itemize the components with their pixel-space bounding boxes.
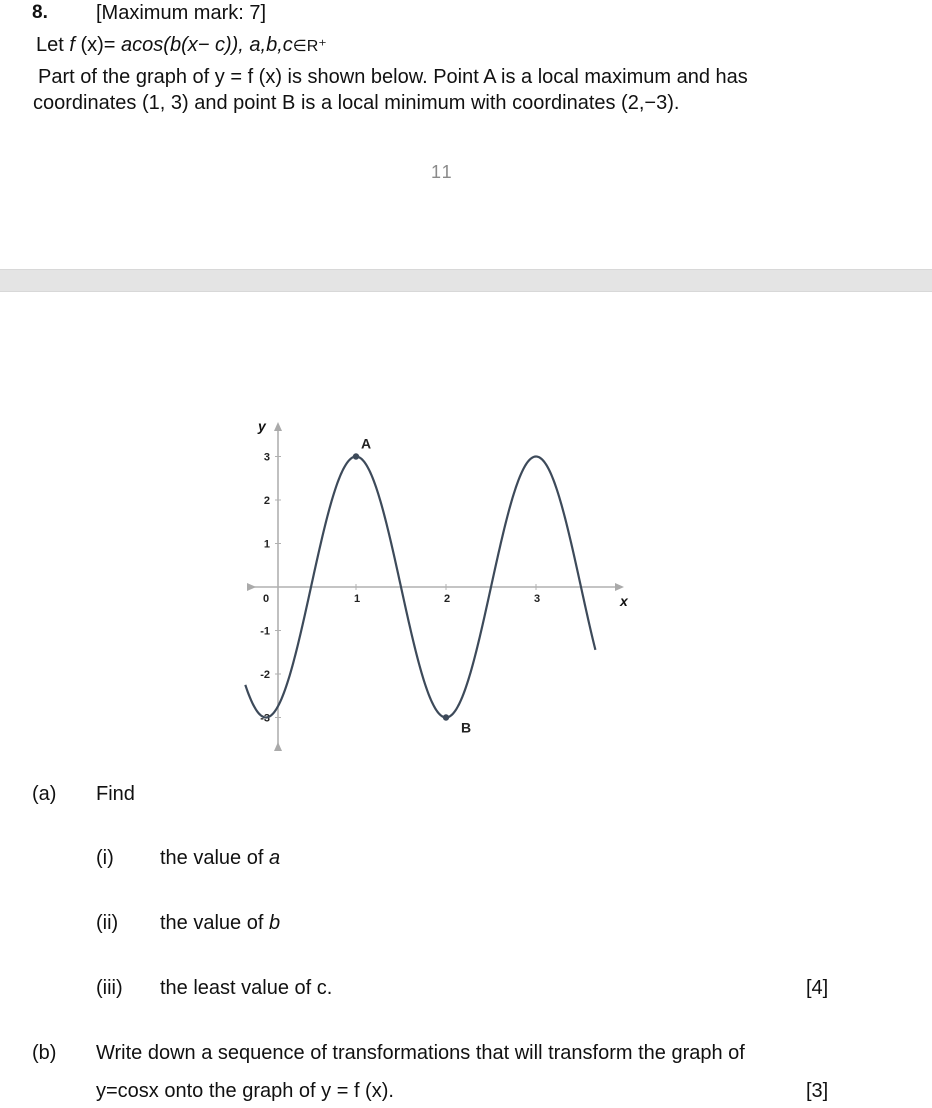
- page-break-bar: [0, 269, 932, 292]
- part-a-ii-var: b: [268, 912, 281, 934]
- y-tick-label: 2: [263, 495, 270, 507]
- x-tick-label: 1: [353, 593, 361, 605]
- part-a-i-text: [160, 847, 280, 870]
- x-tick-label: 3: [533, 593, 541, 605]
- def-mid: (x)=: [74, 34, 122, 56]
- x-axis-label: x: [620, 593, 628, 609]
- point-a-label: A: [360, 435, 372, 452]
- part-a-ii-label: (ii): [96, 912, 119, 934]
- part-a-ii-body: the value of: [160, 912, 269, 934]
- part-a-i-var: a: [268, 847, 281, 869]
- def-expr: acos(b(x− c)), a,b,c: [121, 34, 293, 56]
- part-a-find: Find: [96, 783, 135, 805]
- point-b-label: B: [460, 719, 472, 736]
- function-definition: [36, 34, 327, 57]
- intro-line-1: Part of the graph of y = f (x) is shown below. Point A is a local maximum and has: [38, 66, 748, 88]
- part-b-line-2: y=cosx onto the graph of y = f (x).: [96, 1080, 394, 1102]
- part-b-line-1: Write down a sequence of transformations that will transform the graph of: [96, 1042, 745, 1064]
- page-number: 11: [431, 162, 454, 182]
- y-tick-label: -1: [260, 625, 270, 638]
- part-a-ii-text: [160, 912, 280, 935]
- part-a-iii-text: the least value of c.: [160, 977, 333, 999]
- point-a-marker: [353, 453, 359, 459]
- part-a-i-label: (i): [96, 847, 114, 869]
- y-tick-label: -2: [260, 669, 270, 681]
- point-b-marker: [443, 714, 449, 720]
- max-mark: [Maximum mark: 7]: [96, 2, 267, 24]
- y-tick-label: 3: [263, 451, 270, 464]
- part-a-iii-label: (iii): [96, 977, 123, 999]
- cosine-graph: [240, 410, 650, 755]
- y-axis-label: y: [258, 418, 266, 434]
- def-set: ∈R⁺: [292, 38, 327, 55]
- part-a-label: (a): [32, 783, 57, 805]
- y-tick-label: -3: [260, 712, 270, 725]
- def-f: f: [69, 34, 75, 56]
- part-a-marks: [4]: [806, 977, 829, 999]
- part-b-label: (b): [32, 1042, 57, 1064]
- x-tick-label: 2: [443, 593, 451, 605]
- intro-line-2: coordinates (1, 3) and point B is a local minimum with coordinates (2,−3).: [33, 92, 680, 114]
- y-tick-label: 1: [263, 538, 270, 551]
- part-a-i-body: the value of: [160, 847, 269, 869]
- part-b-marks: [3]: [806, 1080, 829, 1102]
- labelled-points: [353, 436, 471, 736]
- def-prefix: Let: [36, 34, 70, 56]
- x-tick-label: 0: [262, 593, 270, 605]
- question-number: 8.: [32, 2, 48, 23]
